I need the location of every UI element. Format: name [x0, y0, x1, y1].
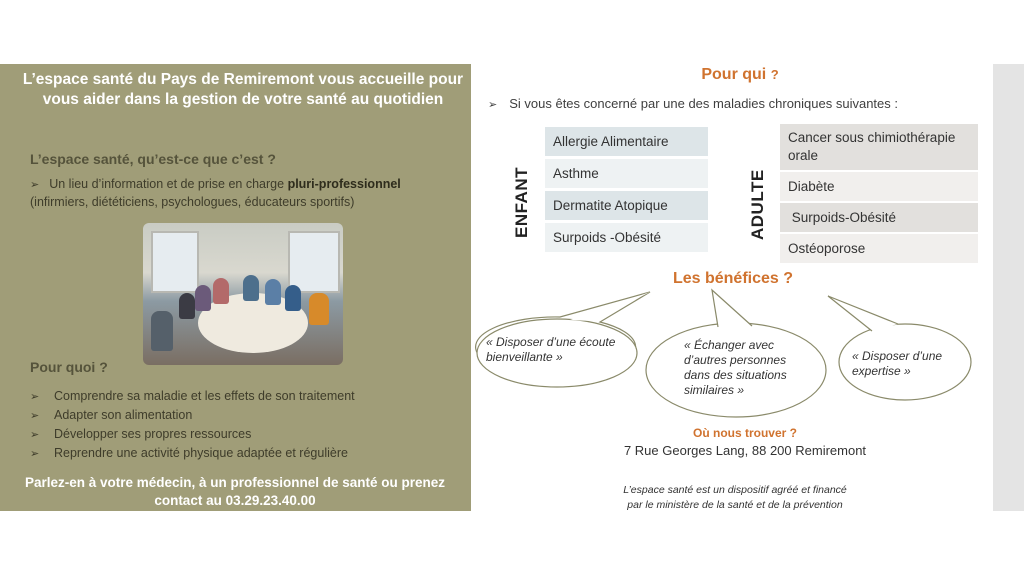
section-heading-why: Pour quoi ? — [30, 359, 108, 375]
footer-note — [585, 483, 885, 513]
contact-call-to-action: Parlez-en à votre médecin, à un professionnel de santé ou prenez contact au 03.29.23.40.00 — [24, 475, 446, 508]
enfant-condition: Dermatite Atopique — [545, 191, 708, 220]
footer-line: L’espace santé est un dispositif agréé et financé — [623, 484, 847, 496]
bubble-text: « Disposer d’une écoute bienveillante » — [486, 335, 616, 364]
adulte-label: ADULTE — [748, 169, 767, 240]
adulte-condition: Surpoids-Obésité — [780, 203, 978, 232]
right-edge-bar — [993, 64, 1024, 511]
list-item: ➢ Développer ses propres ressources — [30, 425, 355, 444]
enfant-label: ENFANT — [512, 167, 531, 238]
speech-bubble-2 — [712, 290, 752, 327]
speech-bubble-3 — [828, 296, 898, 331]
intro-text: Si vous êtes concerné par une des maladies chroniques suivantes : — [509, 96, 898, 111]
list-item: ➢ Reprendre une activité physique adaptée et régulière — [30, 444, 355, 463]
list-item: ➢ Adapter son alimentation — [30, 406, 355, 425]
panel-title: L’espace santé du Pays de Remiremont vous accueille pour vous aider dans la gestion de votre santé au quotidien — [22, 71, 464, 108]
bullet-arrow-icon: ➢ — [30, 179, 40, 191]
enfant-condition: Allergie Alimentaire — [545, 127, 708, 156]
what-text-bold: pluri-professionnel — [287, 177, 401, 191]
adulte-condition: Ostéoporose — [780, 234, 978, 263]
bubble-text: « Échanger avec d’autres personnes dans des situations similaires » — [684, 338, 787, 397]
bubble-text: « Disposer d’une expertise » — [852, 349, 943, 378]
adulte-condition: Diabète — [780, 172, 978, 201]
what-text-b: (infirmiers, diététiciens, psychologues, éducateurs sportifs) — [30, 195, 355, 209]
pour-qui-q: ? — [770, 67, 779, 82]
pour-qui-text: Pour qui — [701, 66, 767, 83]
adulte-condition: Cancer sous chimiothérapie orale — [780, 124, 978, 170]
footer-line: par le ministère de la santé et de la prévention — [627, 499, 843, 511]
where-heading: Où nous trouver ? — [692, 426, 797, 440]
what-text-a: Un lieu d’information et de prise en charge — [49, 177, 288, 191]
section-heading-what: L’espace santé, qu’est-ce que c’est ? — [30, 151, 276, 167]
benefices-heading: Les bénéfices ? — [672, 270, 794, 287]
enfant-condition: Asthme — [545, 159, 708, 188]
list-item: ➢ Comprendre sa maladie et les effets de son traitement — [30, 387, 355, 406]
enfant-condition: Surpoids -Obésité — [545, 223, 708, 252]
address: 7 Rue Georges Lang, 88 200 Remiremont — [623, 443, 867, 458]
bullet-arrow-icon: ➢ — [488, 99, 498, 111]
